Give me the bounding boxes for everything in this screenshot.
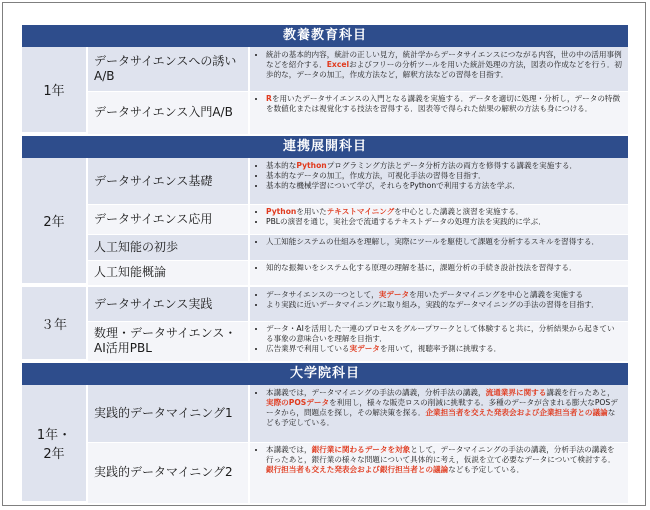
description-text: PBLの演習を通じ，実社会で流通するテキストデータの処理方法を実践的に学ぶ．	[266, 217, 546, 226]
description-text: データサイエンスの一つとして，	[266, 290, 379, 299]
description-list	[256, 324, 622, 354]
row-divider	[88, 234, 628, 235]
description-list	[256, 94, 622, 114]
description-text: を用いて，視聴率予測に挑戦する．	[379, 344, 502, 353]
year-cell	[22, 158, 86, 285]
description-item	[266, 171, 622, 181]
highlight-text: Python	[266, 207, 297, 216]
description-list	[256, 388, 622, 428]
description-item	[266, 300, 622, 310]
description-text: を用いたデータマイニングを中心と講義を実施する	[409, 290, 584, 299]
description-item	[266, 217, 622, 227]
description-text: 基本的なデータの加工，作成方法，可視化手法の習得を目指す．	[266, 171, 486, 180]
description-text: 統計の基本的内容，統計の正しい見方，統計学からデータサイエンスにつながる内容，世の中の活用事例などを紹介する．	[266, 50, 622, 69]
year-label: 1年	[43, 84, 65, 99]
course-name: データサイエンス入門A/B	[88, 91, 248, 134]
description-text: 講義を行ったあと，	[546, 388, 615, 397]
highlight-text: 流通業界に関する	[485, 388, 547, 397]
course-name: 実践的データマイニング2	[88, 442, 248, 503]
description-text: およびフリーの分析ツールを用いた統計処理の方法，図表の作成などを行う．初歩的な，データの加工，作成方法など，解釈方法などの習得を目指す．	[266, 60, 623, 79]
course-description	[250, 321, 628, 361]
description-text: 人工知能システムの仕組みを理解し，実際にツールを駆使して課題を分析するスキルを習得する．	[266, 237, 600, 246]
description-item	[266, 181, 622, 191]
description-text: を用いた	[296, 207, 327, 216]
row-divider	[88, 442, 628, 443]
year-cell	[22, 385, 86, 503]
description-list	[256, 290, 622, 310]
description-list	[256, 161, 622, 191]
description-text: を用いたデータサイエンスの入門となる講義を実施する．データを適切に処理・分析し，データの特徴を数値化または視覚化する技法を習得する．図表等で得られた結果の解釈の方法も身につける．	[266, 94, 621, 113]
highlight-text: 実データ	[349, 344, 380, 353]
course-description	[250, 204, 628, 234]
description-item	[266, 263, 622, 273]
course-name: 人工知能の初歩	[88, 234, 248, 260]
course-description	[250, 91, 628, 134]
description-text: を中心とした講義と演習を実施する．	[394, 207, 524, 216]
course-name: データサイエンス基礎	[88, 158, 248, 204]
course-description	[250, 47, 628, 91]
course-name: データサイエンス実践	[88, 287, 248, 321]
course-name: データサイエンスへの誘い A/B	[88, 47, 248, 91]
description-text: なども予定している．	[266, 408, 616, 427]
year-label: 2年	[43, 215, 65, 230]
course-description	[250, 287, 628, 321]
description-item	[266, 207, 622, 217]
highlight-text: 実際のPOSデータ	[266, 398, 330, 407]
row-divider	[88, 91, 628, 92]
description-text: プログラミング方法とデータ分析方法の両方を修得する講義を実施する．	[326, 161, 578, 170]
course-description	[250, 385, 628, 442]
row-divider	[88, 321, 628, 322]
year-label: 1年・ 2年	[36, 428, 72, 462]
description-text: 広告業界で利用している	[266, 344, 350, 353]
section-header: 連携展開科目	[22, 136, 628, 158]
course-description	[250, 442, 628, 503]
description-item	[266, 237, 622, 247]
description-item	[266, 161, 622, 171]
description-text: 本講義では，データマイニングの手法の講義，分析手法の講義，	[266, 388, 486, 397]
description-text: を利用し，様々な販売ロスの削減に挑戦する．多種のデータが含まれる膨大なPOSデータから，問題点を探し，その解決策を探る．	[266, 398, 618, 417]
description-item	[266, 290, 622, 300]
description-text: なども予定している．	[448, 465, 525, 474]
description-list	[256, 263, 622, 273]
row-divider	[88, 204, 628, 205]
description-list	[256, 50, 622, 80]
highlight-text: Python	[296, 161, 327, 170]
description-item	[266, 50, 622, 80]
course-description	[250, 158, 628, 204]
highlight-text: 企業担当者を交えた発表会および企業担当者との議論	[425, 408, 608, 417]
section-header: 大学院科目	[22, 363, 628, 385]
highlight-text: Excel	[326, 60, 350, 69]
course-description	[250, 260, 628, 285]
description-item	[266, 445, 622, 475]
course-name: 人工知能概論	[88, 260, 248, 285]
course-name: データサイエンス応用	[88, 204, 248, 234]
description-text: データ・AIを活用した一連のプロセスをグループワークとして体験すると共に，分析結果から起きている事象の意味合いを理解を目指す．	[266, 324, 615, 343]
description-item	[266, 344, 622, 354]
section-header: 教養教育科目	[22, 25, 628, 47]
description-text: 知的な振舞いをシステム化する原理の理解を基に，課題分析の手続き設計技法を習得する．	[266, 263, 577, 272]
description-list	[256, 445, 622, 475]
course-description	[250, 234, 628, 260]
description-item	[266, 94, 622, 114]
highlight-text: 銀行業に関わるデータを対象	[311, 445, 411, 454]
description-list	[256, 237, 622, 247]
highlight-text: R	[266, 94, 272, 103]
course-name: 数理・データサイエンス・AI活用PBL	[88, 321, 248, 361]
year-cell	[22, 47, 86, 134]
description-item	[266, 388, 622, 428]
course-name: 実践的データマイニング1	[88, 385, 248, 442]
highlight-text: 銀行担当者も交えた発表会および銀行担当者との議論	[266, 465, 449, 474]
description-text: より実践に近いデータマイニングに取り組み，実践的なデータマイニングの手法の習得を目指す．	[266, 300, 599, 309]
description-list	[256, 207, 622, 227]
highlight-text: テキストマイニング	[326, 207, 395, 216]
description-text: 本講義では，	[266, 445, 312, 454]
description-text: 基本的な機械学習について学び，それらをPythonで利用する方法を学ぶ．	[266, 181, 520, 190]
description-text: として，データマイニングの手法の講義，分析手法の講義を行ったあと，銀行業の様々な問題について具体的に考え，仮説を立て必要なデータについて検討する．	[266, 445, 616, 464]
description-item	[266, 324, 622, 344]
row-divider	[88, 260, 628, 261]
highlight-text: 実データ	[378, 290, 410, 299]
description-text: 基本的な	[266, 161, 297, 170]
year-cell	[22, 287, 86, 361]
year-label: ３年	[40, 317, 67, 333]
